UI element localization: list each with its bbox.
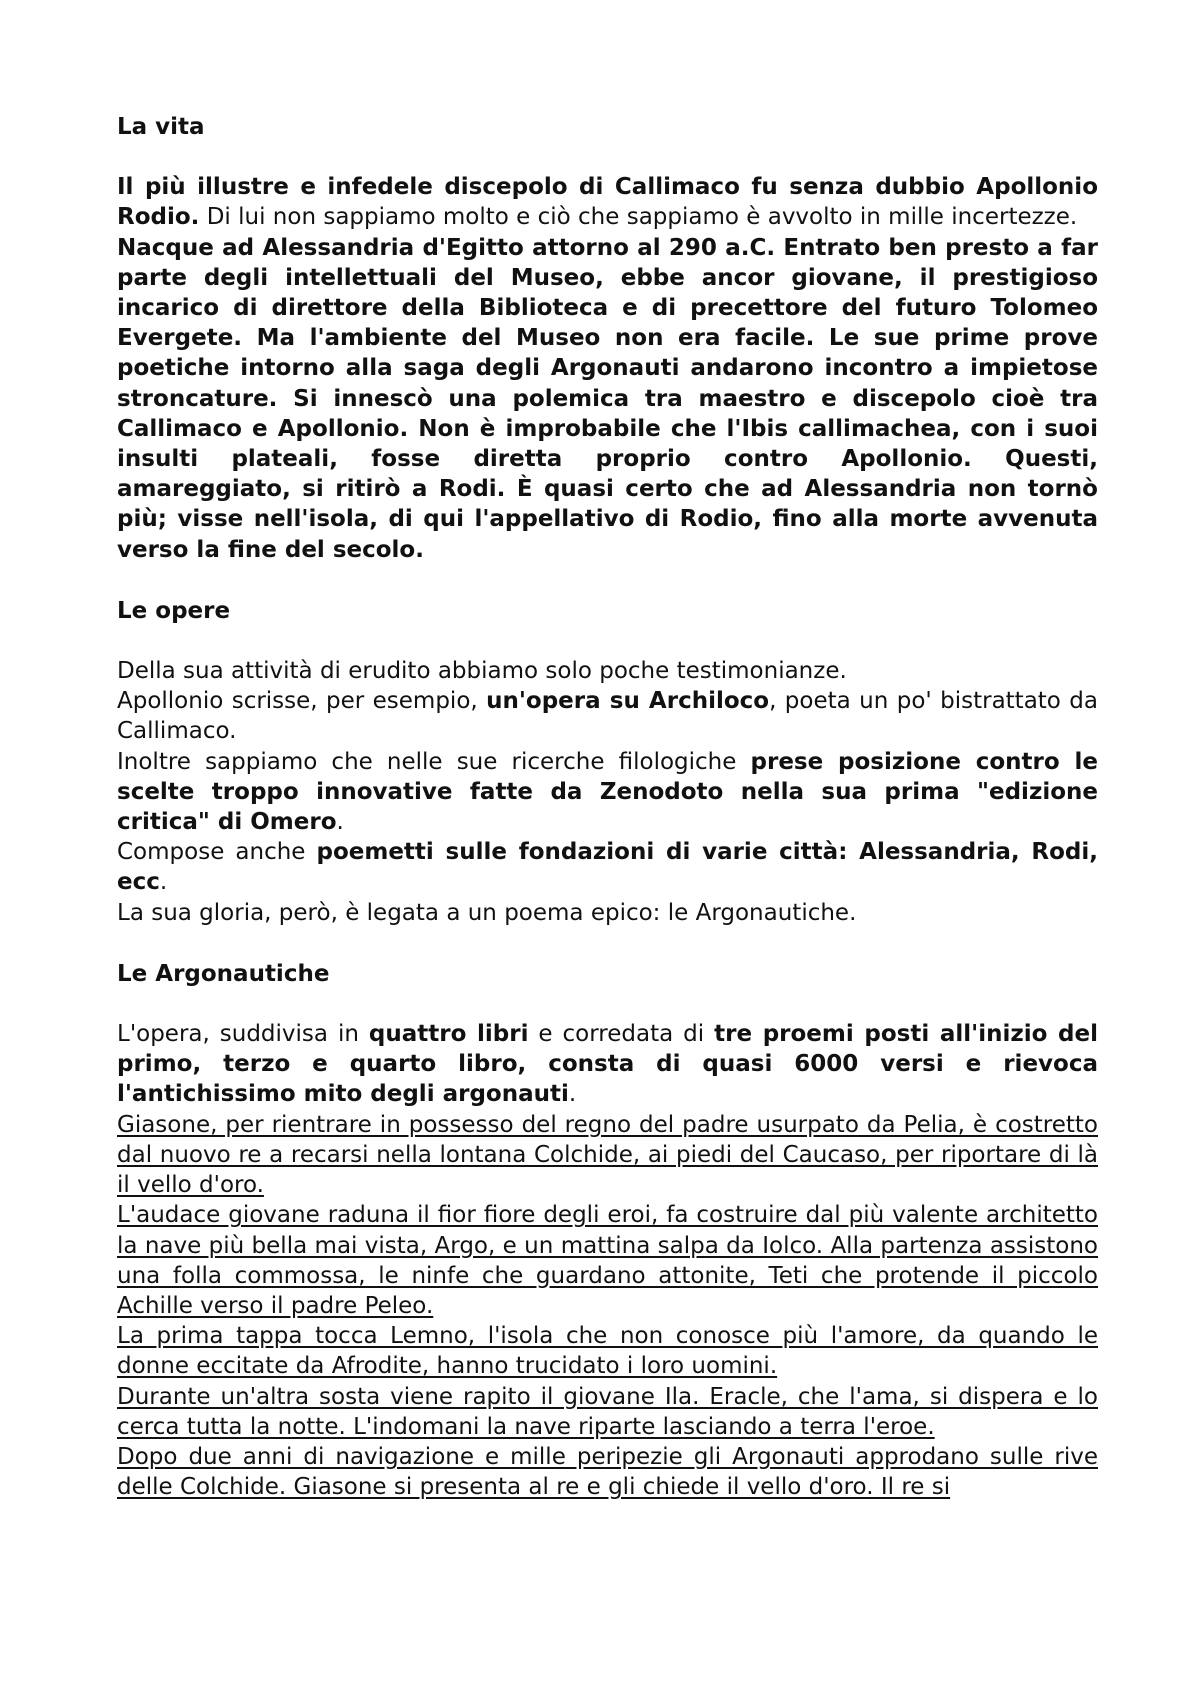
opere-paragraph-2: [117, 686, 1098, 746]
heading-le-argonautiche: Le Argonautiche: [117, 960, 330, 987]
opere-p4-bold: poemetti sulle fondazioni di varie città: Alessandria, Rodi, ecc: [117, 839, 1098, 896]
opere-p3-bold: prese posizione contro le scelte troppo innovative fatte da Zenodoto nella sua prima "edizione critica" di Omero: [117, 748, 1098, 836]
vita-paragraph-1: [117, 172, 1098, 232]
opere-paragraph-3: [117, 747, 1098, 838]
opere-p3-text-1: Inoltre sappiamo che nelle sue ricerche filologiche: [117, 748, 751, 775]
arg-p1-bold-2: tre proemi posti all'inizio del primo, terzo e quarto libro, consta di quasi 6000 versi e rievoca l'antichissimo mito degli argonauti: [117, 1021, 1099, 1108]
argonautiche-underlined-5: Dopo due anni di navigazione e mille peripezie gli Argonauti approdano sulle rive delle Colchide. Giasone si presenta al re e gli chiede il vello d'oro. Il re si: [117, 1443, 1098, 1501]
argonautiche-underlined-3: La prima tappa tocca Lemno, l'isola che non conosce più l'amore, da quando le donne eccitate da Afrodite, hanno trucidato i loro uomini.: [117, 1323, 1098, 1380]
opere-paragraph-1: Della sua attività di erudito abbiamo solo poche testimonianze.: [117, 658, 847, 685]
heading-le-opere: Le opere: [117, 597, 231, 624]
argonautiche-paragraph-1: [117, 1019, 1098, 1110]
arg-p1-text-1: L'opera, suddivisa in: [117, 1021, 369, 1048]
opere-p4-text-1: Compose anche: [117, 839, 317, 866]
opere-p4-text-2: .: [159, 869, 168, 896]
vita-p2-bold: Nacque ad Alessandria d'Egitto attorno al 290 a.C. Entrato ben presto a far parte degli intellettuali del Museo, ebbe ancor giovane, il prestigioso incarico di direttore della Biblioteca e di precettore del futuro Tolomeo Evergete. Ma l'ambiente del Museo non era facile. Le sue prime prove poetiche intorno alla saga degli Argonauti andarono incontro a impietose stroncature. Si innescò una polemica tra maestro e discepolo cioè tra Callimaco e Apollonio. Non è improbabile che l'Ibis callimachea, con i suoi insulti plateali, fosse diretta proprio contro Apollonio. Questi, amareggiato, si ritirò a Rodi. È quasi certo che ad Alessandria non tornò più; visse nell'isola, di qui l'appellativo di Rodio, fino alla morte avvenuta verso la fine del secolo.: [117, 234, 1098, 563]
vita-p1-bold: Il più illustre e infedele discepolo di Callimaco fu senza dubbio Apollonio Rodio.: [117, 174, 1098, 231]
arg-p1-text-2: e corredata di: [528, 1021, 715, 1048]
arg-p1-text-3: .: [568, 1081, 577, 1108]
opere-paragraph-5: La sua gloria, però, è legata a un poema epico: le Argonautiche.: [117, 899, 857, 926]
opere-p3-text-2: .: [336, 809, 344, 836]
arg-p1-bold-1: quattro libri: [368, 1021, 529, 1048]
document-body: [117, 112, 1098, 1502]
opere-p2-bold: un'opera su Archiloco: [486, 688, 770, 715]
vita-p1-text: Di lui non sappiamo molto e ciò che sappiamo è avvolto in mille incertezze.: [199, 204, 1078, 231]
opere-p2-text-1: Apollonio scrisse, per esempio,: [117, 688, 487, 715]
argonautiche-underlined-1: Giasone, per rientrare in possesso del regno del padre usurpato da Pelia, è costretto dal nuovo re a recarsi nella lontana Colchide, ai piedi del Caucaso, per riportare di là il vello d'oro.: [117, 1111, 1098, 1199]
argonautiche-underlined-4: Durante un'altra sosta viene rapito il giovane Ila. Eracle, che l'ama, si dispera e lo cerca tutta la notte. L'indomani la nave riparte lasciando a terra l'eroe.: [117, 1383, 1098, 1440]
opere-p2-text-2: , poeta un po' bistrattato da Callimaco.: [117, 688, 1098, 745]
heading-la-vita: La vita: [117, 114, 205, 140]
opere-paragraph-4: [117, 837, 1098, 897]
vita-paragraph-2: [117, 233, 1098, 565]
argonautiche-underlined-2: L'audace giovane raduna il fior fiore degli eroi, fa costruire dal più valente architetto la nave più bella mai vista, Argo, e un mattina salpa da Iolco. Alla partenza assistono una folla commossa, le ninfe che guardano attonite, Teti che protende il piccolo Achille verso il padre Peleo.: [117, 1202, 1098, 1319]
